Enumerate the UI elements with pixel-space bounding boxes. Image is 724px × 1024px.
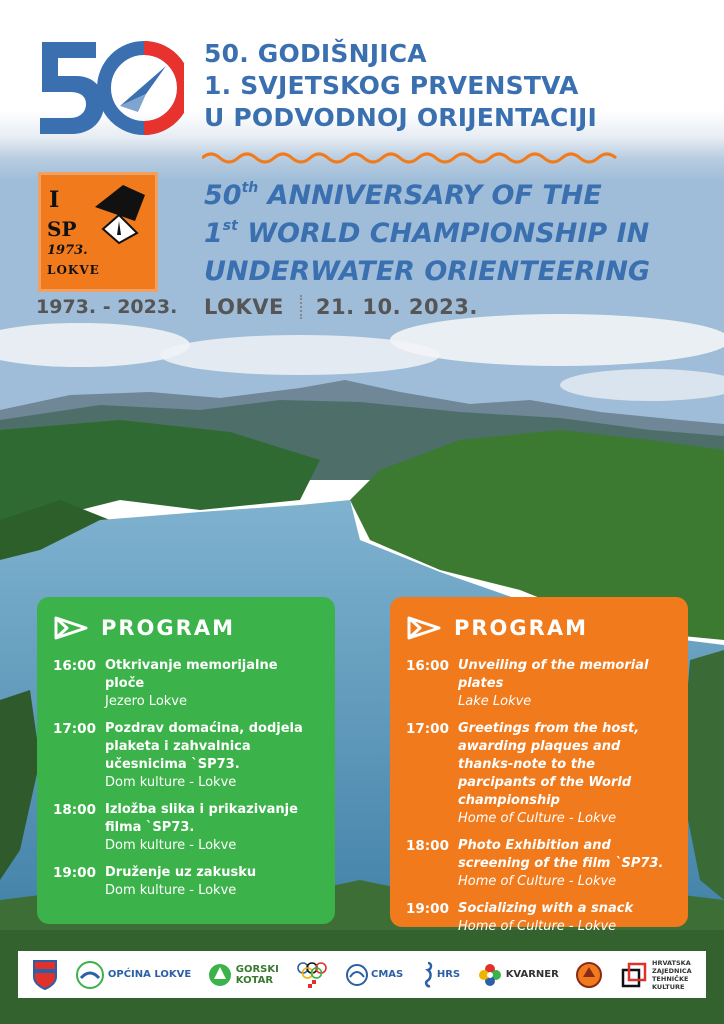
program-item bbox=[53, 864, 321, 900]
cmas-globe-icon bbox=[346, 963, 368, 987]
program-item bbox=[406, 900, 674, 936]
title-en-number: 50 bbox=[204, 180, 242, 211]
program-time: 16:00 bbox=[406, 658, 449, 674]
title-en-text: ANNIVERSARY OF THE bbox=[258, 180, 602, 211]
hztk-text-1: HRVATSKA bbox=[652, 958, 691, 967]
sp-logo-year: 1973. bbox=[47, 243, 88, 258]
lokve-coat-of-arms-icon bbox=[32, 955, 58, 995]
title-en-number: 1 bbox=[204, 218, 223, 249]
seahorse-icon bbox=[420, 961, 434, 989]
opcina-lokve-text: OPĆINA LOKVE bbox=[107, 969, 192, 980]
program-time: 16:00 bbox=[53, 658, 96, 674]
title-english bbox=[204, 177, 704, 291]
hrs-logo bbox=[420, 955, 460, 995]
title-en-text: WORLD CHAMPIONSHIP IN bbox=[237, 218, 650, 249]
lokve-emblem-icon bbox=[75, 960, 105, 990]
kotar-text: KOTAR bbox=[235, 974, 274, 986]
title-hr-line-3: U PODVODNOJ ORIJENTACIJI bbox=[204, 103, 598, 132]
program-activity: Unveiling of the memorial plates bbox=[458, 658, 649, 691]
program-activity: Pozdrav domaćina, dodjela plaketa i zahvalnica učesnicima `SP73. bbox=[105, 721, 303, 772]
kvarner-flower-icon bbox=[477, 962, 503, 988]
program-location: Home of Culture - Lokve bbox=[458, 874, 617, 889]
program-location: Dom kulture - Lokve bbox=[105, 838, 237, 853]
event-date: 21. 10. 2023. bbox=[315, 295, 478, 319]
program-activity: Druženje uz zakusku bbox=[105, 865, 257, 880]
county-seal-icon bbox=[575, 955, 603, 995]
program-heading bbox=[53, 611, 321, 645]
hztk-text-3: TEHNIČKE bbox=[652, 974, 689, 983]
program-location: Jezero Lokve bbox=[105, 694, 187, 709]
program-time: 19:00 bbox=[406, 901, 449, 917]
program-activity: Greetings from the host, awarding plaques and thanks-note to the parcipants of the World championship bbox=[458, 721, 640, 808]
sponsor-logos-bar bbox=[18, 951, 706, 998]
sp-1973-logo bbox=[38, 172, 158, 292]
program-location: Dom kulture - Lokve bbox=[105, 775, 237, 790]
title-croatian bbox=[204, 38, 684, 134]
program-item bbox=[406, 837, 674, 891]
gorski-kotar-logo bbox=[208, 955, 279, 995]
program-time: 18:00 bbox=[53, 802, 96, 818]
cmas-text: CMAS bbox=[371, 969, 404, 980]
hztk-text-4: KULTURE bbox=[652, 982, 685, 991]
tree-icon bbox=[208, 963, 232, 987]
program-time: 18:00 bbox=[406, 838, 449, 854]
sp-logo-roman: I bbox=[49, 187, 60, 213]
program-location: Lake Lokve bbox=[458, 694, 532, 709]
program-heading-text: PROGRAM bbox=[454, 616, 588, 640]
program-item bbox=[406, 720, 674, 828]
sp-logo-letters: SP bbox=[47, 217, 77, 241]
program-time: 17:00 bbox=[406, 721, 449, 737]
kvarner-logo bbox=[477, 955, 559, 995]
50-compass-logo bbox=[34, 38, 184, 138]
program-activity: Photo Exhibition and screening of the film `SP73. bbox=[458, 838, 664, 871]
title-en-line-1 bbox=[204, 177, 704, 215]
title-en-superscript: th bbox=[241, 180, 259, 196]
arrow-logo-icon bbox=[53, 615, 89, 641]
olympic-rings-logo bbox=[295, 955, 329, 995]
title-en-line-2 bbox=[204, 215, 704, 253]
sp-logo-place: LOKVE bbox=[47, 263, 100, 277]
event-place: LOKVE bbox=[204, 295, 284, 319]
kvarner-text: KVARNER bbox=[505, 969, 559, 980]
program-item bbox=[406, 657, 674, 711]
program-item bbox=[53, 720, 321, 792]
opcina-lokve-logo bbox=[75, 955, 191, 995]
gorski-text: GORSKI bbox=[235, 963, 279, 975]
program-location: Home of Culture - Lokve bbox=[458, 811, 617, 826]
separator bbox=[300, 295, 302, 319]
program-heading bbox=[406, 611, 674, 645]
hztk-text-2: ZAJEDNICA bbox=[652, 966, 692, 975]
program-panel-croatian bbox=[37, 597, 335, 924]
program-item bbox=[53, 657, 321, 711]
program-location: Dom kulture - Lokve bbox=[105, 883, 237, 898]
olympic-rings-icon bbox=[295, 960, 329, 990]
program-panel-english bbox=[390, 597, 688, 934]
hztk-logo bbox=[620, 955, 692, 995]
title-hr-line-1: 50. GODIŠNJICA bbox=[204, 39, 427, 68]
diving-mask-icon bbox=[89, 181, 151, 245]
event-place-date bbox=[204, 295, 478, 319]
program-time: 19:00 bbox=[53, 865, 96, 881]
anniversary-years: 1973. - 2023. bbox=[36, 296, 178, 318]
title-en-superscript: st bbox=[222, 218, 238, 234]
hrs-text: HRS bbox=[436, 969, 461, 980]
cube-icon bbox=[620, 961, 648, 989]
title-hr-line-2: 1. SVJETSKOG PRVENSTVA bbox=[204, 71, 579, 100]
program-time: 17:00 bbox=[53, 721, 96, 737]
cmas-logo bbox=[346, 955, 403, 995]
arrow-logo-icon bbox=[406, 615, 442, 641]
program-item bbox=[53, 801, 321, 855]
program-location: Home of Culture - Lokve bbox=[458, 919, 617, 934]
program-activity: Socializing with a snack bbox=[458, 901, 634, 916]
wave-divider bbox=[202, 150, 620, 166]
program-heading-text: PROGRAM bbox=[101, 616, 235, 640]
title-en-line-3: UNDERWATER ORIENTEERING bbox=[204, 256, 651, 287]
program-activity: Izložba slika i prikazivanje filma `SP73. bbox=[105, 802, 298, 835]
program-activity: Otkrivanje memorijalne ploče bbox=[105, 658, 278, 691]
